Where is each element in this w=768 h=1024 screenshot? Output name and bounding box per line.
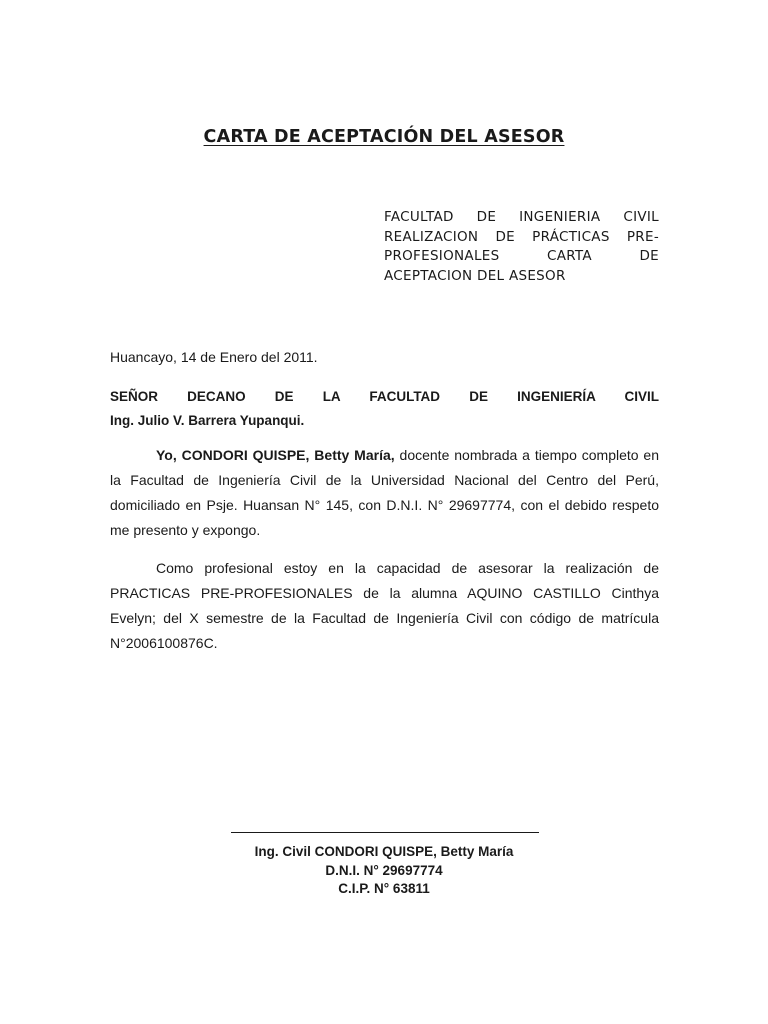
signer-name: Ing. Civil CONDORI QUISPE, Betty María — [254, 844, 514, 859]
date-line: Huancayo, 14 de Enero del 2011. — [110, 349, 318, 365]
addressee-block — [110, 385, 659, 433]
faculty-subject-block — [384, 208, 659, 286]
faculty-line: FACULTAD DE INGENIERIA CIVIL — [384, 209, 659, 225]
faculty-line: REALIZACION DE PRÁCTICAS PRE- — [384, 228, 659, 245]
signature-line — [231, 832, 539, 833]
faculty-line: ACEPTACION DEL ASESOR — [384, 267, 566, 284]
paragraph-text: Como profesional estoy en la capacidad de asesorar la realización de PRACTICAS PRE-PROFESIONALES de la alumna AQUINO CASTILLO Cinthya Evelyn; del X semestre de la Facultad de Ingeniería Civil con código de matrícula N°2006100876C. — [110, 560, 659, 651]
paragraph-statement — [110, 556, 659, 656]
faculty-line: PROFESIONALES CARTA DE — [384, 248, 659, 264]
signer-cip: C.I.P. N° 63811 — [338, 881, 430, 896]
signer-dni: D.N.I. N° 29697774 — [325, 862, 443, 878]
signature-block — [0, 843, 768, 899]
author-name-lead: Yo, CONDORI QUISPE, Betty María, — [156, 447, 395, 463]
addressee-name: Ing. Julio V. Barrera Yupanqui. — [110, 413, 305, 428]
addressee-title: SEÑOR DECANO DE LA FACULTAD DE INGENIERÍA CIVIL — [110, 389, 659, 404]
paragraph-introduction — [110, 443, 659, 543]
paragraph-text: docente nombrada a tiempo completo en la Facultad de Ingeniería Civil de la Universidad Nacional del Centro del Perú, domiciliado en Psje. Huansan N° 145, con D.N.I. N° 29697774, con el debido respeto me presento y expongo. — [110, 447, 660, 538]
letter-title: CARTA DE ACEPTACIÓN DEL ASESOR — [203, 127, 565, 147]
